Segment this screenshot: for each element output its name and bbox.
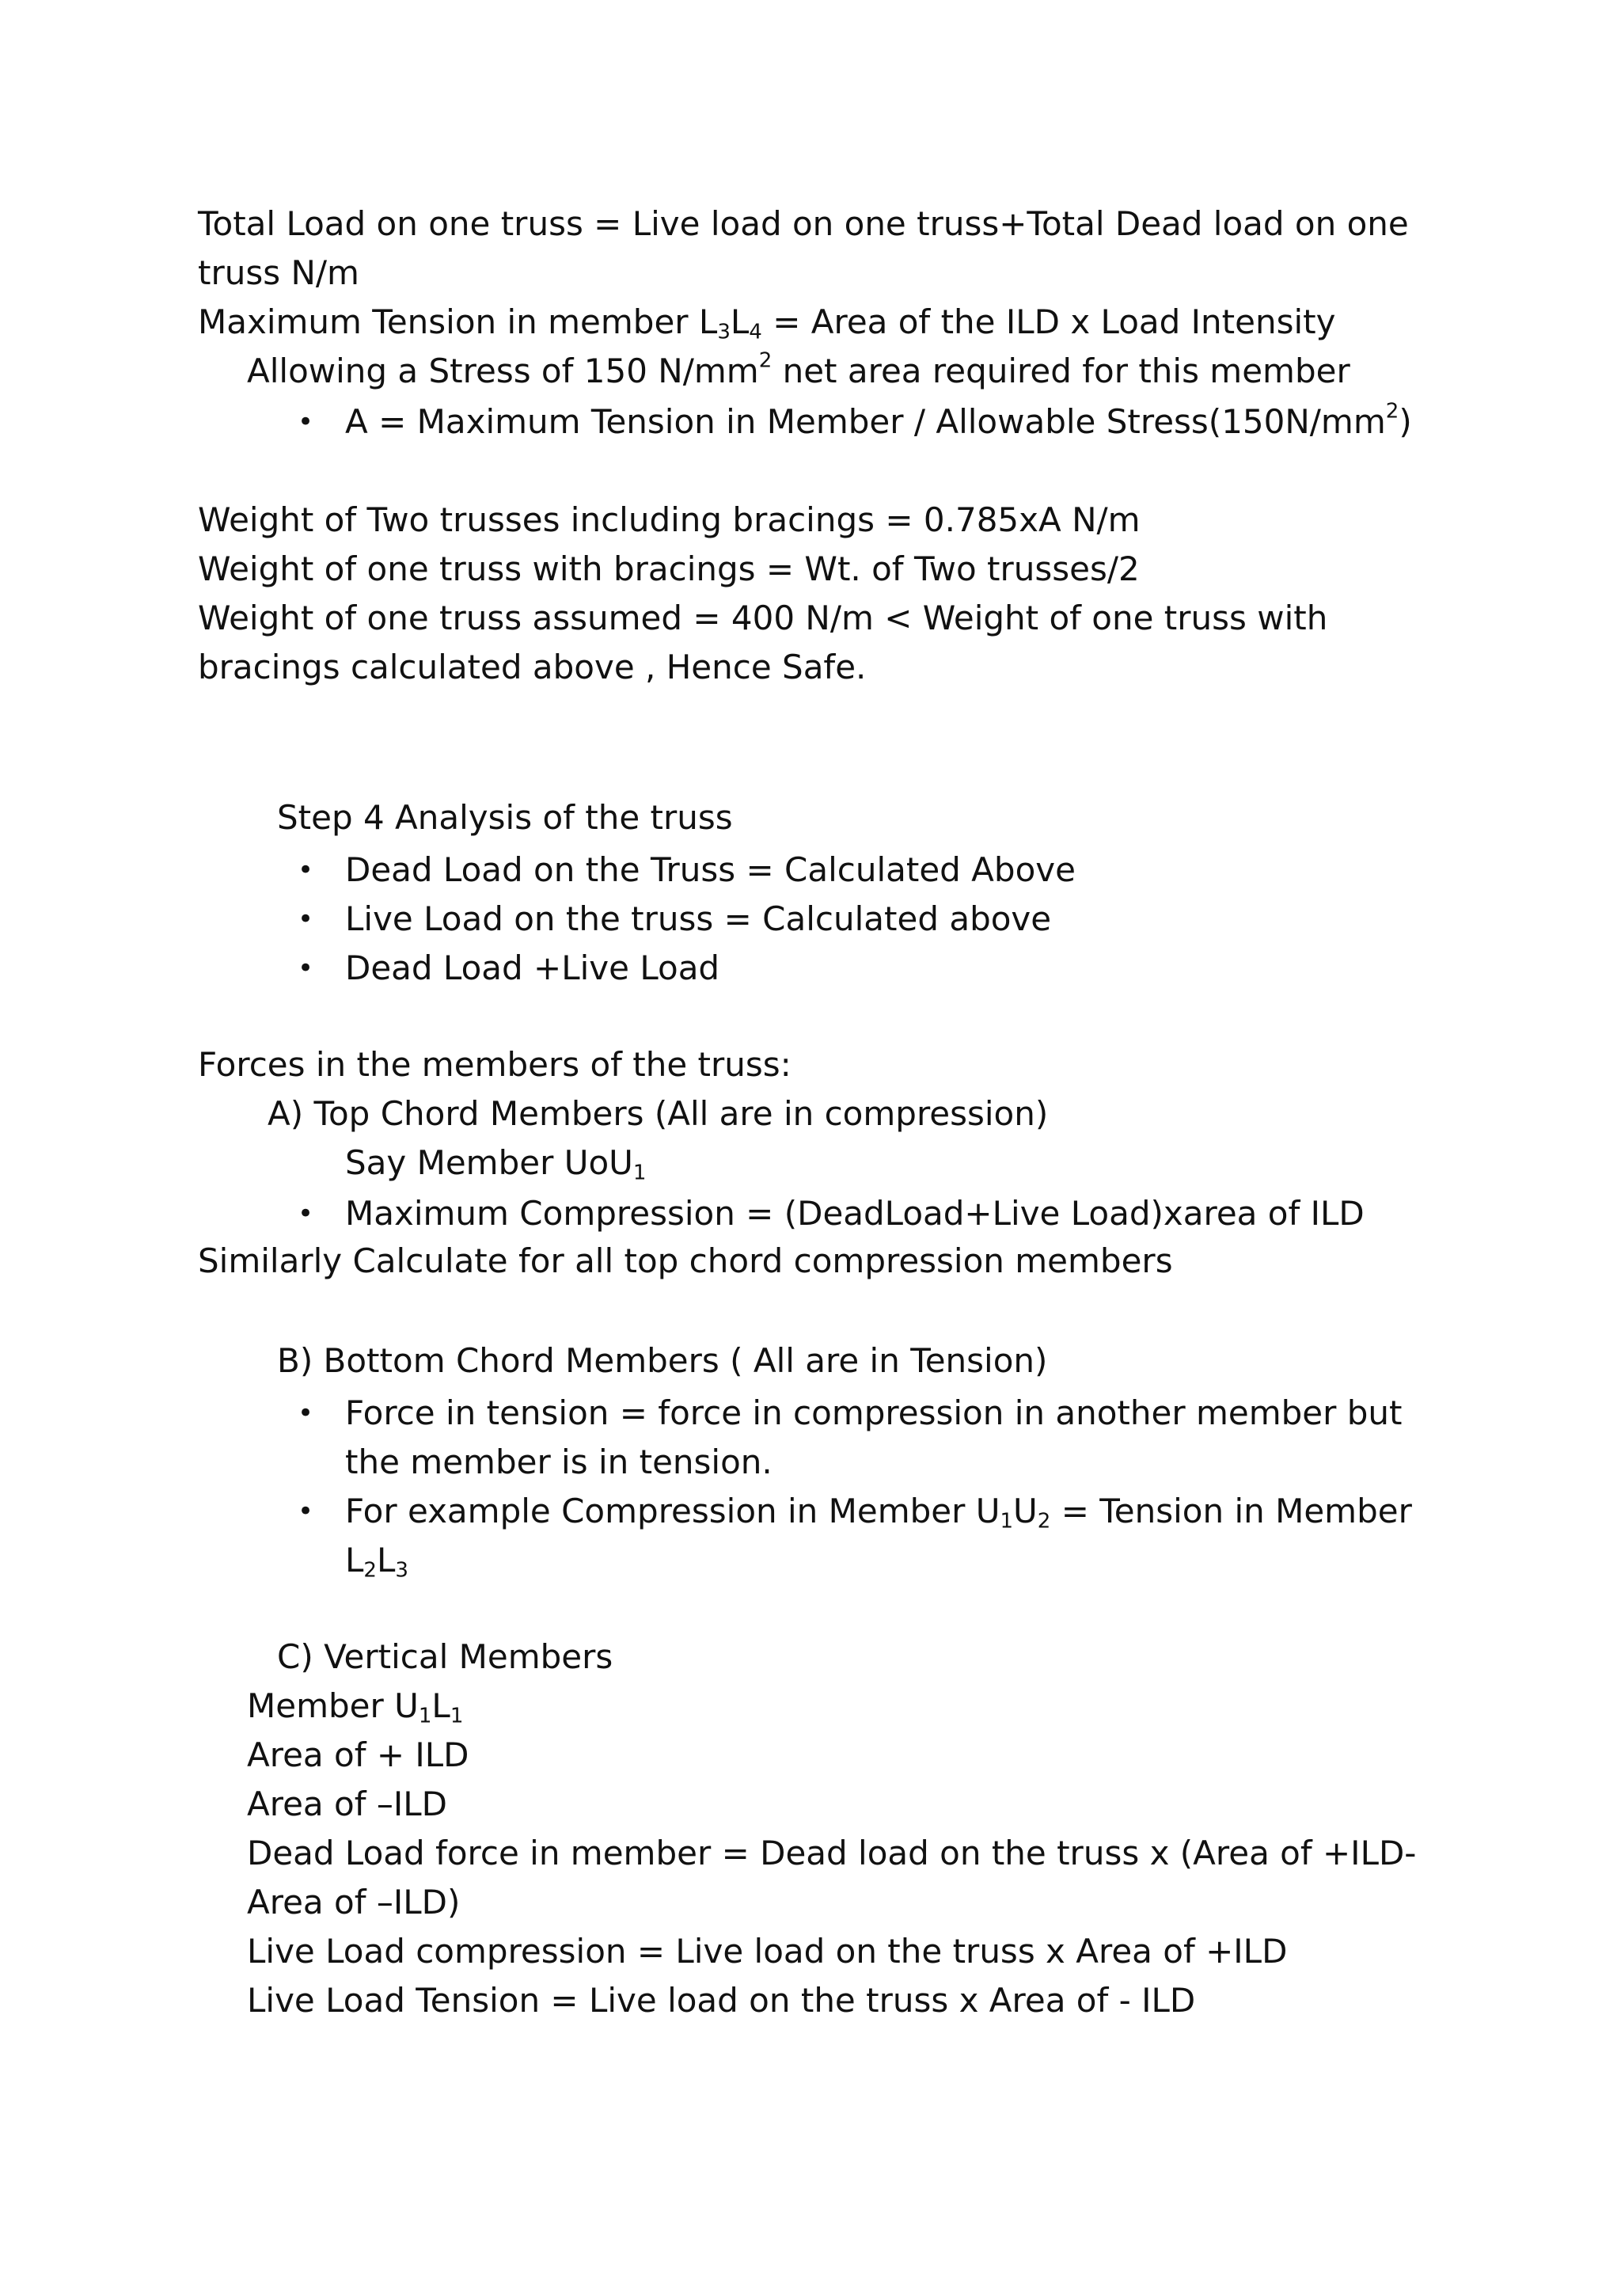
text-line: Live Load Tension = Live load on the truss x Area of - ILD <box>247 1981 1196 2020</box>
section-heading: Step 4 Analysis of the truss <box>277 798 733 837</box>
text-run: U <box>1013 1492 1038 1530</box>
text-run: = Tension in Member <box>1050 1492 1412 1530</box>
text-run: For example Compression in Member U <box>345 1492 1000 1530</box>
text-line: truss N/m <box>198 253 359 292</box>
sub-heading: C) Vertical Members <box>277 1637 613 1676</box>
text-line <box>345 1143 647 1185</box>
list-item: Dead Load on the Truss = Calculated Above <box>345 850 1076 889</box>
subscript: 3 <box>717 320 731 344</box>
text-run: L <box>431 1686 450 1725</box>
bullet-icon: • <box>298 1198 314 1230</box>
text-run: = Area of the ILD x Load Intensity <box>761 302 1336 341</box>
subscript: 1 <box>1000 1509 1014 1534</box>
text-line <box>247 1686 464 1728</box>
text-run: ) <box>1399 402 1412 441</box>
subscript: 1 <box>418 1704 432 1728</box>
text-line: Total Load on one truss = Live load on one truss+Total Dead load on one <box>198 204 1409 243</box>
text-run: Say Member UoU <box>345 1143 633 1182</box>
text-line: Live Load compression = Live load on the truss x Area of +ILD <box>247 1932 1288 1971</box>
text-line: Weight of Two trusses including bracings = 0.785xA N/m <box>198 500 1141 539</box>
text-run: L <box>730 302 750 341</box>
text-line <box>247 348 1350 390</box>
list-item: Maximum Compression = (DeadLoad+Live Load)xarea of ILD <box>345 1194 1365 1233</box>
section-heading: Forces in the members of the truss: <box>198 1045 792 1084</box>
bullet-icon: • <box>298 854 314 886</box>
text-line: Area of –ILD <box>247 1785 447 1823</box>
subscript: 4 <box>749 320 762 344</box>
subscript: 2 <box>363 1558 377 1583</box>
text-run: net area required for this member <box>772 352 1350 390</box>
text-line <box>198 302 1336 344</box>
bullet-icon: • <box>298 1496 314 1527</box>
list-item: Force in tension = force in compression in another member but <box>345 1393 1403 1432</box>
bullet-icon: • <box>298 903 314 935</box>
text-run: Member U <box>247 1686 419 1725</box>
text-run: Allowing a Stress of 150 N/mm <box>247 352 759 390</box>
superscript: 2 <box>1385 399 1399 424</box>
subscript: 3 <box>395 1558 408 1583</box>
list-item: Live Load on the truss = Calculated above <box>345 899 1052 938</box>
text-run: Maximum Tension in member L <box>198 302 718 341</box>
superscript: 2 <box>758 348 773 373</box>
subscript: 1 <box>450 1704 464 1728</box>
list-item: Dead Load +Live Load <box>345 948 720 987</box>
text-line: bracings calculated above , Hence Safe. <box>198 648 867 686</box>
text-line: the member is in tension. <box>345 1443 773 1481</box>
text-line: Weight of one truss assumed = 400 N/m < Weight of one truss with <box>198 599 1328 637</box>
list-item <box>345 399 1412 441</box>
bullet-icon: • <box>298 406 314 438</box>
text-line: Area of + ILD <box>247 1735 469 1774</box>
text-line: Dead Load force in member = Dead load on the truss x (Area of +ILD- <box>247 1834 1417 1872</box>
sub-heading: A) Top Chord Members (All are in compression) <box>268 1094 1049 1133</box>
text-line: Area of –ILD) <box>247 1883 461 1922</box>
list-item <box>345 1492 1412 1534</box>
bullet-icon: • <box>298 952 314 984</box>
text-line: Similarly Calculate for all top chord compression members <box>198 1241 1173 1280</box>
text-run: L <box>376 1541 396 1579</box>
subscript: 1 <box>632 1161 647 1185</box>
subscript: 2 <box>1037 1509 1051 1534</box>
sub-heading: B) Bottom Chord Members ( All are in Tension) <box>277 1341 1048 1380</box>
bullet-icon: • <box>298 1397 314 1429</box>
text-run: L <box>345 1541 364 1579</box>
text-line <box>345 1541 408 1583</box>
text-run: A = Maximum Tension in Member / Allowable Stress(150N/mm <box>345 402 1386 441</box>
text-line: Weight of one truss with bracings = Wt. of Two trusses/2 <box>198 549 1140 588</box>
